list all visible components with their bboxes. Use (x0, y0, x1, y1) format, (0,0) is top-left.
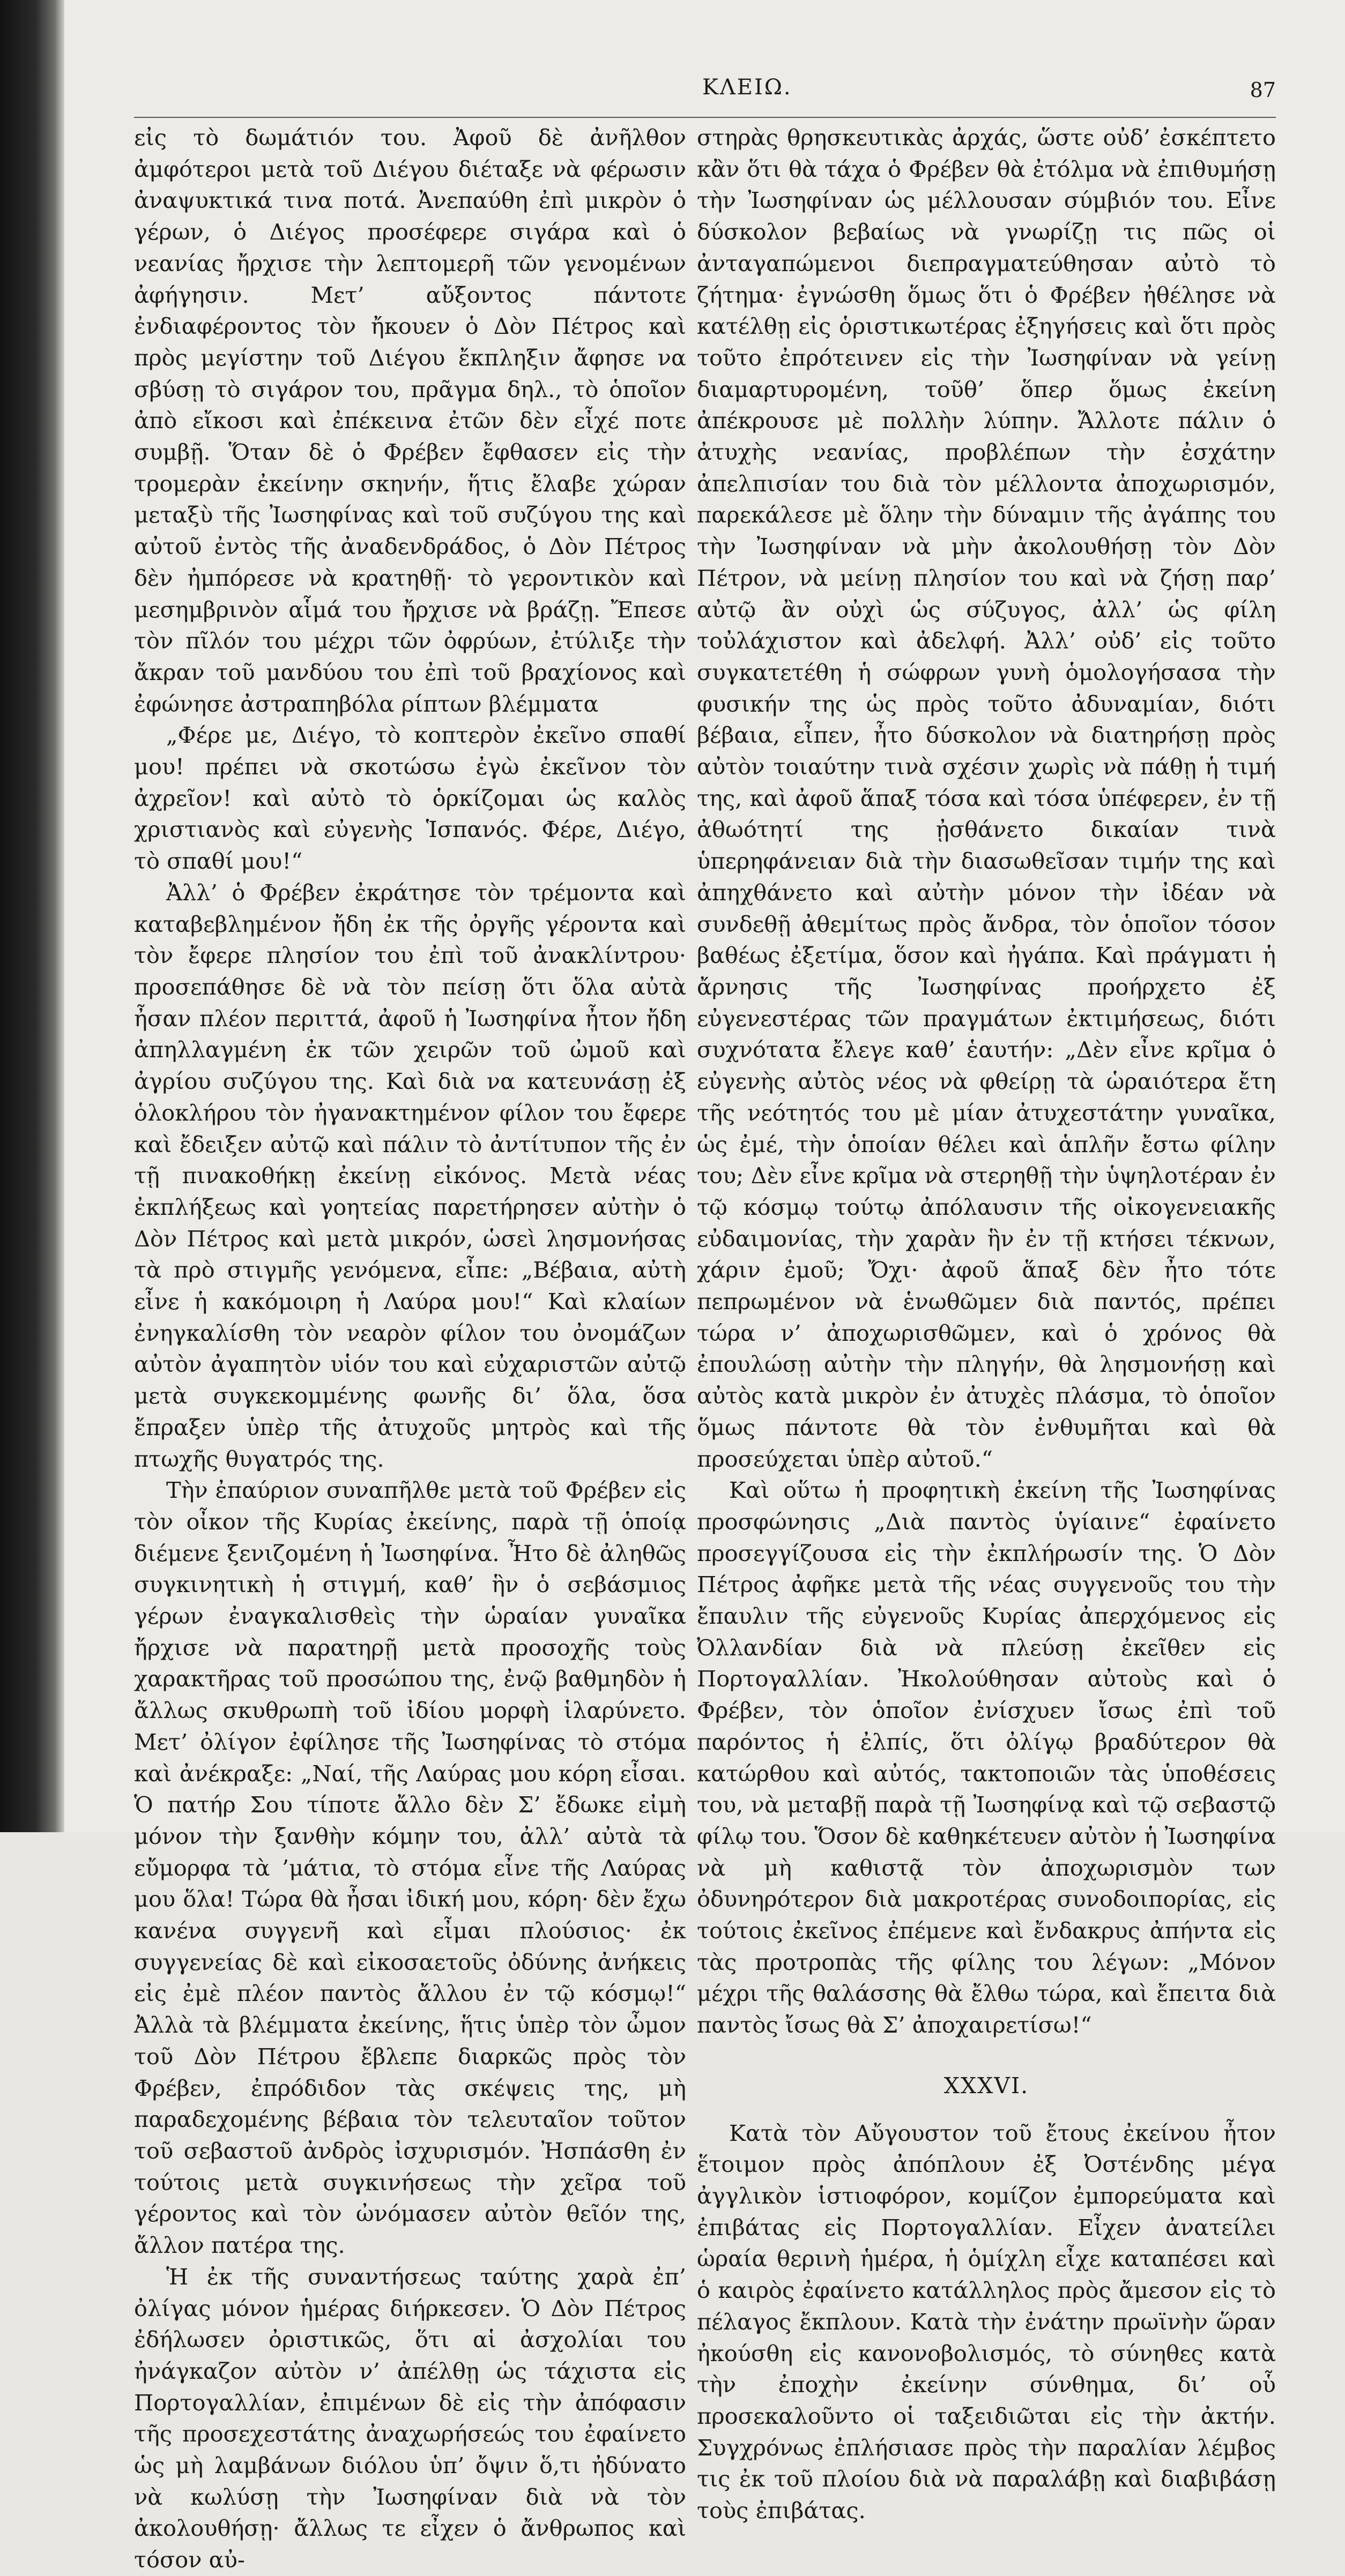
paragraph: Ἀλλ’ ὁ Φρέβεν ἐκράτησε τὸν τρέμοντα καὶ καταβεβλημένον ἤδη ἐκ τῆς ὀργῆς γέροντα καὶ τὸν ἔφερε πλησίον του ἐπὶ τοῦ ἀνακλίντρου· προσεπάθησε δὲ νὰ τὸν πείσῃ ὅτι ὅλα αὐτὰ ἦσαν πλέον περιττά, ἀφοῦ ἡ Ἰωσηφίνα ἦτον ἤδη ἀπηλλαγμένη ἐκ τῶν χειρῶν τοῦ ὠμοῦ καὶ ἀγρίου συζύγου της. Καὶ διὰ να κατευνάσῃ ἐξ ὁλοκλήρου τὸν ἠγανακτημένον φίλον του ἔφερε καὶ ἔδειξεν αὐτῷ καὶ πάλιν τὸ ἀντίτυπον τῆς ἐν τῇ πινακοθήκῃ ἐκείνῃ εἰκόνος. Μετὰ νέας ἐκπλήξεως καὶ γοητείας παρετήρησεν αὐτὴν ὁ Δὸν Πέτρος καὶ μετὰ μικρόν, ὡσεὶ λησμονήσας τὰ πρὸ στιγμῆς γενόμενα, εἶπε: „Βέβαια, αὐτὴ εἶνε ἡ κακόμοιρη ἡ Λαύρα μου!“ Καὶ κλαίων ἐνηγκαλίσθη τὸν νεαρὸν φίλον του ὀνομάζων αὐτὸν ἀγαπητὸν υἱόν του καὶ εὐχαριστῶν αὐτῷ μετὰ συγκεκομμένης φωνῆς δι’ ὅλα, ὅσα ἔπραξεν ὑπὲρ τῆς ἀτυχοῦς μητρὸς καὶ τῆς πτωχῆς θυγατρός της. (134, 879, 686, 1472)
left-column (134, 122, 686, 2576)
page-number: 87 (1250, 78, 1276, 102)
paragraph: Ἡ ἐκ τῆς συναντήσεως ταύτης χαρὰ ἐπ’ ὀλίγας μόνον ἡμέρας διήρκεσεν. Ὁ Δὸν Πέτρος ἐδήλωσεν ὀριστικῶς, ὅτι αἱ ἀσχολίαι του ἠνάγκαζον αὐτὸν ν’ ἀπέλθῃ ὡς τάχιστα εἰς Πορτογαλλίαν, ἐπιμένων δὲ εἰς τὴν ἀπόφασιν τῆς προσεχεστάτης ἀναχωρήσεώς του ἐφαίνετο ὡς μὴ λαμβάνων διόλου ὑπ’ ὄψιν ὅ,τι ἠδύνατο νὰ κωλύσῃ τὴν Ἰωσηφίναν διὰ νὰ τὸν ἀκολουθήσῃ· ἄλλως τε εἶχεν ὁ ἄνθρωπος καὶ τόσον αὐ- (134, 2263, 686, 2573)
journal-title: ΚΛΕΙΩ. (702, 75, 792, 100)
right-column (697, 122, 1276, 2527)
paragraph: Καὶ οὕτω ἡ προφητικὴ ἐκείνη τῆς Ἰωσηφίνας προσφώνησις „Διὰ παντὸς ὑγίαινε“ ἐφαίνετο προσεγγίζουσα εἰς τὴν ἐκπλήρωσίν της. Ὁ Δὸν Πέτρος ἀφῆκε μετὰ τῆς νέας συγγενοῦς του τὴν ἔπαυλιν τῆς εὐγενοῦς Κυρίας ἀπερχόμενος εἰς Ὀλλανδίαν διὰ νὰ πλεύσῃ ἐκεῖθεν εἰς Πορτογαλλίαν. Ἠκολούθησαν αὐτοὺς καὶ ὁ Φρέβεν, τὸν ὁποῖον ἐνίσχυεν ἴσως ἐπὶ τοῦ παρόντος ἡ ἐλπίς, ὅτι ὀλίγῳ βραδύτερον θὰ κατώρθου καὶ αὐτός, τακτοποιῶν τὰς ὑποθέσεις του, νὰ μεταβῇ παρὰ τῇ Ἰωσηφίνᾳ καὶ τῷ σεβαστῷ φίλῳ του. Ὅσον δὲ καθηκέτευεν αὐτὸν ἡ Ἰωσηφίνα νὰ μὴ καθιστᾷ τὸν ἀποχωρισμὸν των ὀδυνηρότερον διὰ μακροτέρας συνοδοιπορίας, εἰς τούτοις ἐκεῖνος ἐπέμενε καὶ ἔνδακρυς ἀπήντα εἰς τὰς προτροπὰς τῆς φίλης του λέγων: „Μόνον μέχρι τῆς θαλάσσης θὰ ἔλθω τώρα, καὶ ἔπειτα διὰ παντὸς ἴσως θὰ Σ’ ἀποχαιρετίσω!“ (697, 1477, 1276, 2039)
running-header (134, 75, 1276, 107)
chapter-heading: XXXVI. (943, 2072, 1029, 2099)
paragraph: Κατὰ τὸν Αὔγουστον τοῦ ἔτους ἐκείνου ἦτον ἕτοιμον πρὸς ἀπόπλουν ἐξ Ὀστένδης μέγα ἀγγλικὸν ἱστιοφόρον, κομίζον ἐμπορεύματα καὶ ἐπιβάτας εἰς Πορτογαλλίαν. Εἶχεν ἀνατείλει ὡραία θερινὴ ἡμέρα, ἡ ὁμίχλη εἶχε καταπέσει καὶ ὁ καιρὸς ἐφαίνετο κατάλληλος πρὸς ἄμεσον εἰς τὸ πέλαγος ἔκπλουν. Κατὰ τὴν ἐνάτην πρωϊνὴν ὥραν ἠκούσθη εἰς κανονοβολισμός, τὸ σύνηθες κατὰ τὴν ἐποχὴν ἐκείνην σύνθημα, δι’ οὗ προσεκαλοῦντο οἱ ταξειδιῶται εἰς τὴν ἀκτήν. Συγχρόνως ἐπλήσιασε πρὸς τὴν παραλίαν λέμβος τις ἐκ τοῦ πλοίου διὰ νὰ παραλάβῃ καὶ διαβιβάσῃ τοὺς ἐπιβάτας. (697, 2119, 1276, 2524)
paragraph: „Φέρε με, Διέγο, τὸ κοπτερὸν ἐκεῖνο σπαθί μου! πρέπει νὰ σκοτώσω ἐγὼ ἐκεῖνον τὸν ἀχρεῖον! καὶ αὐτὸ τὸ ὁρκίζομαι ὡς καλὸς χριστιανὸς καὶ εὐγενὴς Ἱσπανός. Φέρε, Διέγο, τὸ σπαθί μου!“ (134, 722, 686, 875)
header-rule (134, 117, 1276, 118)
paragraph: στηρὰς θρησκευτικὰς ἀρχάς, ὥστε οὐδ’ ἐσκέπτετο κἂν ὅτι θὰ τάχα ὁ Φρέβεν θὰ ἐτόλμα νὰ ἐπιθυμήσῃ τὴν Ἰωσηφίναν ὡς μέλλουσαν σύμβιόν του. Εἶνε δύσκολον βεβαίως νὰ γνωρίζῃ τις πῶς οἱ ἀνταγαπώμενοι διεπραγματεύθησαν αὐτὸ τὸ ζήτημα· ἐγνώσθη ὅμως ὅτι ὁ Φρέβεν ἠθέλησε νὰ κατέλθῃ εἰς ὁριστικωτέρας ἐξηγήσεις καὶ ὅτι πρὸς τοῦτο ἐπρότεινεν εἰς τὴν Ἰωσηφίναν νὰ γείνῃ διαμαρτυρομένη, τοῦθ’ ὅπερ ὅμως ἐκείνη ἀπέκρουσε μὲ πολλὴν λύπην. Ἄλλοτε πάλιν ὁ ἀτυχὴς νεανίας, προβλέπων τὴν ἐσχάτην ἀπελπισίαν του διὰ τὸν μέλλοντα ἀποχωρισμόν, παρεκάλεσε μὲ ὅλην τὴν δύναμιν τῆς ἀγάπης του τὴν Ἰωσηφίναν νὰ μὴν ἀκολουθήσῃ τὸν Δὸν Πέτρον, νὰ μείνῃ πλησίον του καὶ νὰ ζήσῃ παρ’ αὐτῷ ἂν οὐχὶ ὡς σύζυγος, ἀλλ’ ὡς φίλη τοὐλάχιστον καὶ ἀδελφή. Ἀλλ’ οὐδ’ εἰς τοῦτο συγκατετέθη ἡ σώφρων γυνὴ ὁμολογήσασα τὴν φυσικήν της ὡς πρὸς τοῦτο ἀδυναμίαν, διότι βέβαια, εἶπεν, ἦτο δύσκολον νὰ διατηρήσῃ πρὸς αὐτὸν τοιαύτην τινὰ σχέσιν χωρὶς νὰ πάθῃ ἡ τιμή της, καὶ ἀφοῦ ἅπαξ τόσα καὶ τόσα ὑπέφερεν, ἐν τῇ ἀθωότητί της ᾐσθάνετο δικαίαν τινὰ ὑπερηφάνειαν διὰ τὴν διασωθεῖσαν τιμήν της καὶ ἀπηχθάνετο καὶ αὐτὴν μόνον τὴν ἰδέαν νὰ συνδεθῇ ἀθεμίτως πρὸς ἄνδρα, τὸν ὁποῖον τόσον βαθέως ἐξετίμα, ὅσον καὶ ἠγάπα. Καὶ πράγματι ἡ ἄρνησις τῆς Ἰωσηφίνας προήρχετο ἐξ εὐγενεστέρας τῶν πραγμάτων ἐκτιμήσεως, διότι συχνότατα ἔλεγε καθ’ ἑαυτήν: „Δὲν εἶνε κρῖμα ὁ εὐγενὴς αὐτὸς νέος νὰ φθείρῃ τὰ ὡραιότερα ἔτη τῆς νεότητός του μὲ μίαν ἀτυχεστάτην γυναῖκα, ὡς ἐμέ, τὴν ὁποίαν θέλει καὶ ἁπλῆν ἔστω φίλην του; Δὲν εἶνε κρῖμα νὰ στερηθῇ τὴν ὑψηλοτέραν ἐν τῷ κόσμῳ τούτῳ ἀπόλαυσιν τῆς οἰκογενειακῆς εὐδαιμονίας, τὴν χαρὰν ἣν ἐν τῇ κτήσει τέκνων, χάριν ἐμοῦ; Ὄχι· ἀφοῦ ἅπαξ δὲν ἦτο τότε πεπρωμένον νὰ ἑνωθῶμεν διὰ παντός, πρέπει τώρα ν’ ἀποχωρισθῶμεν, καὶ ὁ χρόνος θὰ ἐπουλώσῃ αὐτὴν τὴν πληγήν, θὰ λησμονήσῃ καὶ αὐτὸς κατὰ μικρὸν ἐν ἀτυχὲς πλάσμα, τὸ ὁποῖον ὅμως πάντοτε θὰ τὸν ἐνθυμῆται καὶ θὰ προσεύχεται ὑπὲρ αὐτοῦ.“ (697, 124, 1276, 1472)
paragraph: εἰς τὸ δωμάτιόν του. Ἀφοῦ δὲ ἀνῆλθον ἀμφότεροι μετὰ τοῦ Διέγου διέταξε νὰ φέρωσιν ἀναψυκτικά τινα ποτά. Ἀνεπαύθη ἐπὶ μικρὸν ὁ γέρων, ὁ Διέγος προσέφερε σιγάρα καὶ ὁ νεανίας ἤρχισε τὴν λεπτομερῆ τῶν γενομένων ἀφήγησιν. Μετ’ αὔξοντος πάντοτε ἐνδιαφέροντος τὸν ἤκουεν ὁ Δὸν Πέτρος καὶ πρὸς μεγίστην τοῦ Διέγου ἔκπληξιν ἄφησε να σβύσῃ τὸ σιγάρον του, πρᾶγμα δηλ., τὸ ὁποῖον ἀπὸ εἴκοσι καὶ ἐπέκεινα ἐτῶν δὲν εἶχέ ποτε συμβῇ. Ὅταν δὲ ὁ Φρέβεν ἔφθασεν εἰς τὴν τρομερὰν ἐκείνην σκηνήν, ἥτις ἔλαβε χώραν μεταξὺ τῆς Ἰωσηφίνας καὶ τοῦ συζύγου της καὶ αὐτοῦ ἐντὸς τῆς ἀναδενδράδος, ὁ Δὸν Πέτρος δὲν ἠμπόρεσε νὰ κρατηθῇ· τὸ γεροντικὸν καὶ μεσημβρινὸν αἷμά του ἤρχισε νὰ βράζῃ. Ἔπεσε τὸν πῖλόν του μέχρι τῶν ὀφρύων, ἐτύλιξε τὴν ἄκραν τοῦ μανδύου του ἐπὶ τοῦ βραχίονος καὶ ἐφώνησε ἀστραπηβόλα ρίπτων βλέμματα (134, 124, 686, 717)
book-binding-shadow (0, 0, 64, 1832)
paragraph: Τὴν ἐπαύριον συναπῆλθε μετὰ τοῦ Φρέβεν εἰς τὸν οἶκον τῆς Κυρίας ἐκείνης, παρὰ τῇ ὁποίᾳ διέμενε ξενιζομένη ἡ Ἰωσηφίνα. Ἦτο δὲ ἀληθῶς συγκινητικὴ ἡ στιγμή, καθ’ ἣν ὁ σεβάσμιος γέρων ἐναγκαλισθεὶς τὴν ὡραίαν γυναῖκα ἤρχισε νὰ παρατηρῇ μετὰ προσοχῆς τοὺς χαρακτῆρας τοῦ προσώπου της, ἐνῷ βαθμηδὸν ἡ ἄλλως σκυθρωπὴ τοῦ ἰδίου μορφὴ ἱλαρύνετο. Μετ’ ὀλίγον ἐφίλησε τῆς Ἰωσηφίνας τὸ στόμα καὶ ἀνέκραξε: „Ναί, τῆς Λαύρας μου κόρη εἶσαι. Ὁ πατήρ Σου τίποτε ἄλλο δὲν Σ’ ἔδωκε εἰμὴ μόνον τὴν ξανθὴν κόμην του, ἀλλ’ αὐτὰ τὰ εὔμορφα τὰ ’μάτια, τὸ στόμα εἶνε τῆς Λαύρας μου ὅλα! Τώρα θὰ ἦσαι ἰδική μου, κόρη· δὲν ἔχω κανένα συγγενῆ καὶ εἶμαι πλούσιος· ἐκ συγγενείας δὲ καὶ εἰκοσαετοῦς ὀδύνης ἀνήκεις εἰς ἐμὲ πλέον παντὸς ἄλλου ἐν τῷ κόσμῳ!“ Ἀλλὰ τὰ βλέμματα ἐκείνης, ἥτις ὑπὲρ τὸν ὦμον τοῦ Δὸν Πέτρου ἔβλεπε διαρκῶς πρὸς τὸν Φρέβεν, ἐπρόδιδον τὰς σκέψεις της, μὴ παραδεχομένης βέβαια τὸν τελευταῖον τοῦτον τοῦ σεβαστοῦ ἀνδρὸς ἰσχυρισμόν. Ἠσπάσθη ἐν τούτοις μετὰ συγκινήσεως τὴν χεῖρα τοῦ γέροντος καὶ τὸν ὠνόμασεν αὐτὸν θεῖόν της, ἄλλον πατέρα της. (134, 1477, 686, 2259)
